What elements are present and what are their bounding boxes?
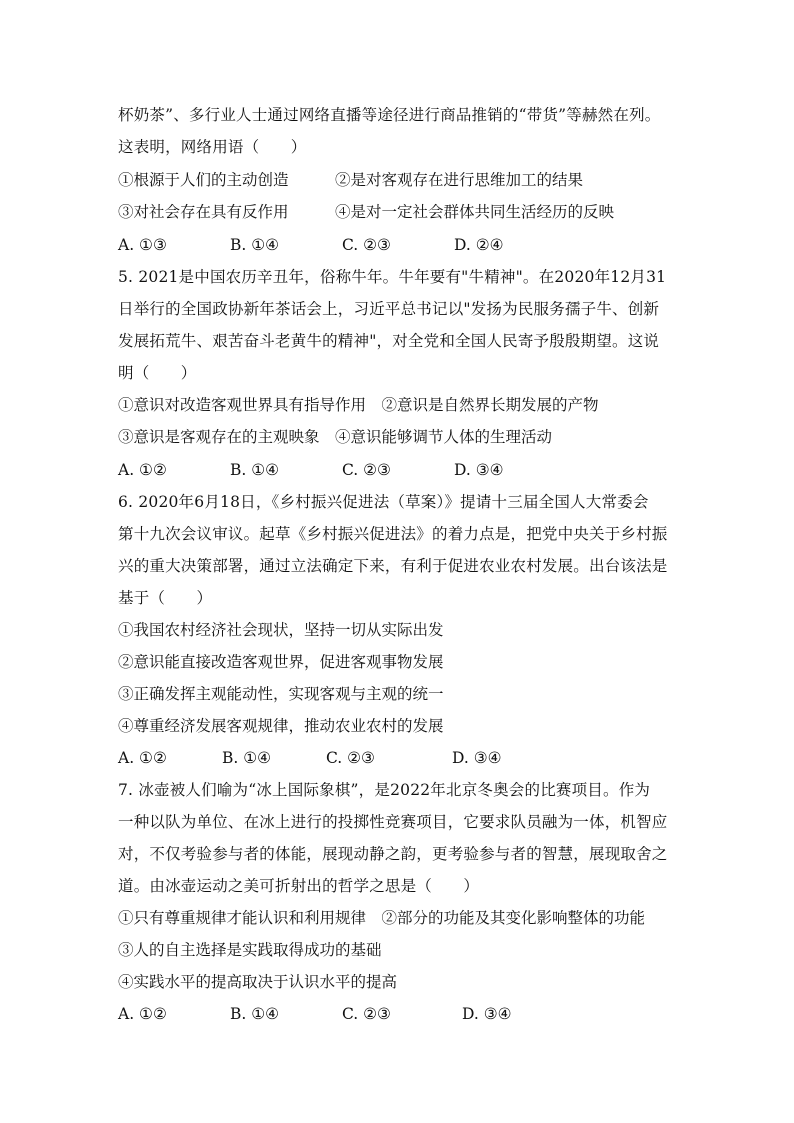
- q6-option-b: B. ①④: [222, 749, 272, 767]
- q6-option-c: C. ②③: [326, 749, 375, 767]
- q5-statements-3-4: ③意识是客观存在的主观映象 ④意识能够调节人体的生理活动: [118, 428, 553, 446]
- q5-stem-line-2: 日举行的全国政协新年茶话会上，习近平总书记以"发扬为民服务孺子牛、创新: [118, 300, 660, 318]
- q7-stem-line-3: 对，不仅考验参与者的体能，展现动静之韵，更考验参与者的智慧，展现取舍之: [118, 845, 668, 863]
- q7-option-a: A. ①②: [118, 1005, 167, 1023]
- q7-stem-line-1: 7. 冰壶被人们喻为“冰上国际象棋”，是2022年北京冬奥会的比赛项目。作为: [118, 781, 651, 799]
- q7-stem-line-4: 道。由冰壶运动之美可折射出的哲学之思是（ ）: [118, 877, 480, 895]
- q7-statement-4: ④实践水平的提高取决于认识水平的提高: [118, 973, 398, 991]
- q4-option-c: C. ②③: [342, 236, 391, 254]
- q4-stem-line-2: 这表明，网络用语（ ）: [118, 138, 307, 156]
- q6-stem-line-1: 6. 2020年6月18日，《乡村振兴促进法（草案）》提请十三届全国人大常委会: [118, 493, 649, 511]
- q6-statement-3: ③正确发挥主观能动性，实现客观与主观的统一: [118, 685, 444, 703]
- q5-option-b: B. ①④: [230, 461, 280, 479]
- q7-option-c: C. ②③: [342, 1005, 391, 1023]
- q4-stem-line-1: 杯奶茶”、多行业人士通过网络直播等途径进行商品推销的“带货”等赫然在列。: [118, 106, 661, 124]
- q4-statement-2: ②是对客观存在进行思维加工的结果: [335, 171, 584, 189]
- q6-statement-2: ②意识能直接改造客观世界，促进客观事物发展: [118, 653, 444, 671]
- q6-stem-line-2: 第十九次会议审议。起草《乡村振兴促进法》的着力点是，把党中央关于乡村振: [118, 525, 668, 543]
- q7-stem-line-2: 一种以队为单位、在冰上进行的投掷性竞赛项目，它要求队员融为一体，机智应: [118, 813, 668, 831]
- q6-option-d: D. ③④: [452, 749, 502, 767]
- q5-stem-line-3: 发展拓荒牛、艰苦奋斗老黄牛的精神"，对全党和全国人民寄予殷殷期望。这说: [118, 332, 660, 350]
- q4-option-b: B. ①④: [230, 236, 280, 254]
- q7-statement-3: ③人的自主选择是实践取得成功的基础: [118, 941, 382, 959]
- q5-option-a: A. ①②: [118, 461, 167, 479]
- q6-stem-line-3: 兴的重大决策部署，通过立法确定下来，有利于促进农业农村发展。出台该法是: [118, 557, 668, 575]
- q6-statement-1: ①我国农村经济社会现状，坚持一切从实际出发: [118, 621, 444, 639]
- q5-stem-line-1: 5. 2021是中国农历辛丑年，俗称牛年。牛年要有"牛精神"。在2020年12月31: [118, 268, 667, 286]
- q7-option-d: D. ③④: [462, 1005, 512, 1023]
- q6-stem-line-4: 基于（ ）: [118, 589, 213, 607]
- q4-statement-3: ③对社会存在具有反作用: [118, 203, 289, 221]
- q4-statement-1: ①根源于人们的主动创造: [118, 171, 289, 189]
- q5-option-d: D. ③④: [454, 461, 504, 479]
- q4-statement-4: ④是对一定社会群体共同生活经历的反映: [335, 203, 615, 221]
- q5-stem-line-4: 明（ ）: [118, 364, 197, 382]
- q6-statement-4: ④尊重经济发展客观规律，推动农业农村的发展: [118, 717, 444, 735]
- q5-statements-1-2: ①意识对改造客观世界具有指导作用 ②意识是自然界长期发展的产物: [118, 396, 599, 414]
- q5-option-c: C. ②③: [342, 461, 391, 479]
- q4-option-d: D. ②④: [454, 236, 504, 254]
- q4-option-a: A. ①③: [118, 236, 167, 254]
- q7-option-b: B. ①④: [230, 1005, 280, 1023]
- q7-statements-1-2: ①只有尊重规律才能认识和利用规律 ②部分的功能及其变化影响整体的功能: [118, 909, 646, 927]
- q6-option-a: A. ①②: [118, 749, 167, 767]
